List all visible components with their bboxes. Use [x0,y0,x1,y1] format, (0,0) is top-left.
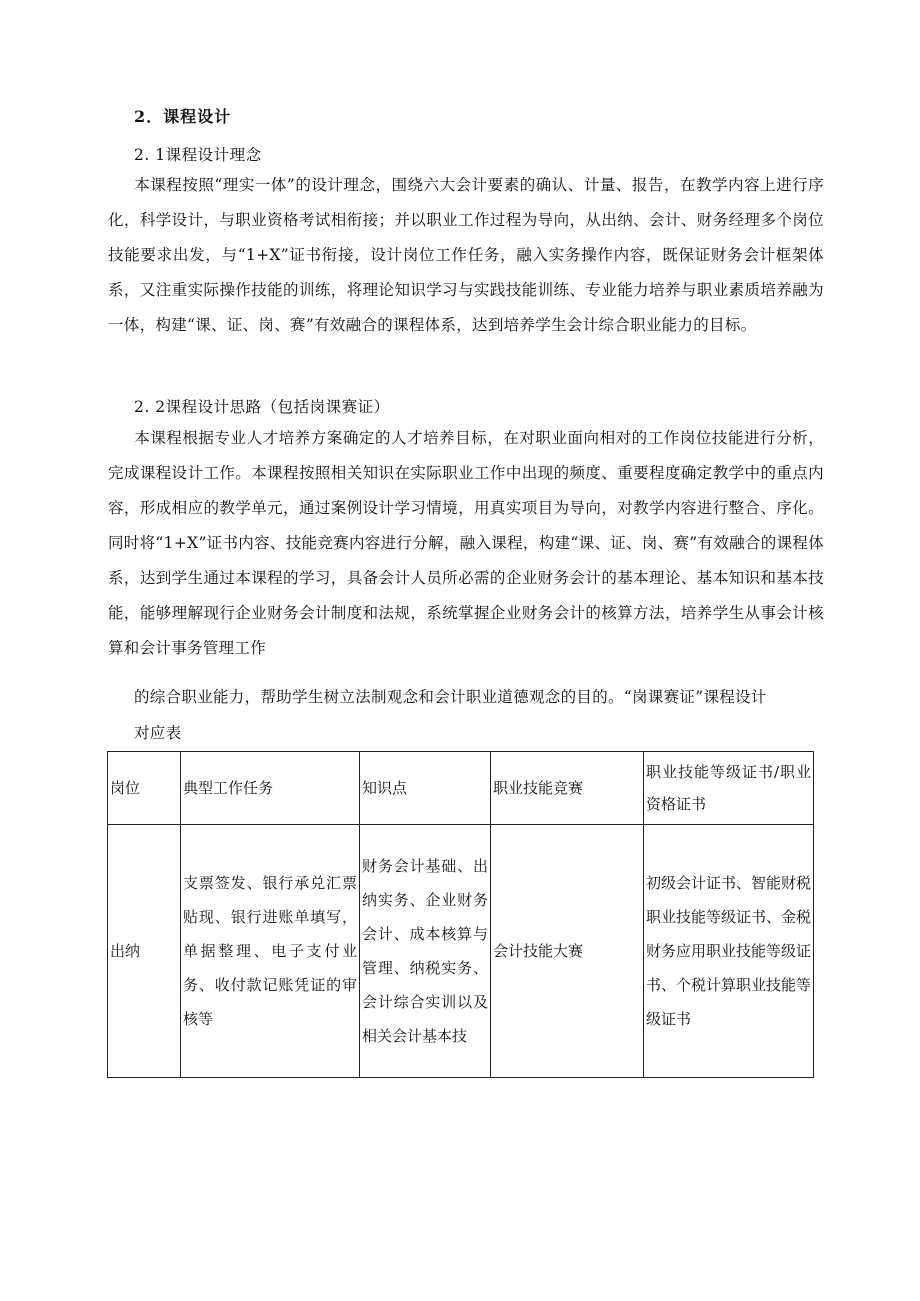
header-post: 岗位 [108,752,181,825]
paragraph-design-concept [108,168,824,343]
section-heading: 2．课程设计 [134,107,232,126]
subsection-heading-2: 2. 2课程设计思路（包括岗课赛证） [134,398,390,416]
paragraph-design-approach [108,421,824,666]
paragraph-design-approach-text: 本课程根据专业人才培养方案确定的人才培养目标，在对职业面向相对的工作岗位技能进行分析，完成课程设计工作。本课程按照相关知识在实际职业工作中出现的频度、重要程度确定教学中的重点内容，形成相应的教学单元，通过案例设计学习情境，用真实项目为导向，对教学内容进行整合、序化。同时将“1+X”证书内容、技能竞赛内容进行分解，融入课程，构建“课、证、岗、赛”有效融合的课程体系，达到学生通过本课程的学习，具备会计人员所必需的企业财务会计的基本理论、基本知识和基本技能，能够理解现行企业财务会计制度和法规，系统掌握企业财务会计的核算方法，培养学生从事会计核算和会计事务管理工作 [108,429,824,657]
table-header-row [108,752,814,825]
cell-knowledge: 财务会计基础、出纳实务、企业财务会计、成本核算与管理、纳税实务、会计综合实训以及相关会计基本技 [360,825,491,1078]
cell-competition: 会计技能大赛 [491,825,644,1078]
subsection-heading-1: 2. 1课程设计理念 [134,146,262,164]
paragraph-design-concept-text: 本课程按照“理实一体”的设计理念，围绕六大会计要素的确认、计量、报告，在教学内容上进行序化，科学设计，与职业资格考试相衔接；并以职业工作过程为导向，从出纳、会计、财务经理多个岗位技能要求出发，与“1+X”证书衔接，设计岗位工作任务，融入实务操作内容，既保证财务会计框架体系，又注重实际操作技能的训练，将理论知识学习与实践技能训练、专业能力培养与职业素质培养融为一体，构建“课、证、岗、赛”有效融合的课程体系，达到培养学生会计综合职业能力的目标。 [108,176,824,334]
header-tasks: 典型工作任务 [181,752,360,825]
cell-certificates: 初级会计证书、智能财税职业技能等级证书、金税财务应用职业技能等级证书、个税计算职业技能等级证书 [644,825,814,1078]
cell-post: 出纳 [108,825,181,1078]
paragraph-continuation: 的综合职业能力，帮助学生树立法制观念和会计职业道德观念的目的。“岗课赛证”课程设计 [134,688,767,706]
header-knowledge: 知识点 [360,752,491,825]
cell-tasks: 支票签发、银行承兑汇票贴现、银行进账单填写，单据整理、电子支付业务、收付款记账凭证的审核等 [181,825,360,1078]
header-certificates: 职业技能等级证书/职业资格证书 [644,752,814,825]
header-competition: 职业技能竞赛 [491,752,644,825]
table-row [108,825,814,1078]
table-caption: 对应表 [134,724,182,742]
post-course-competition-certificate-table [107,751,814,1078]
